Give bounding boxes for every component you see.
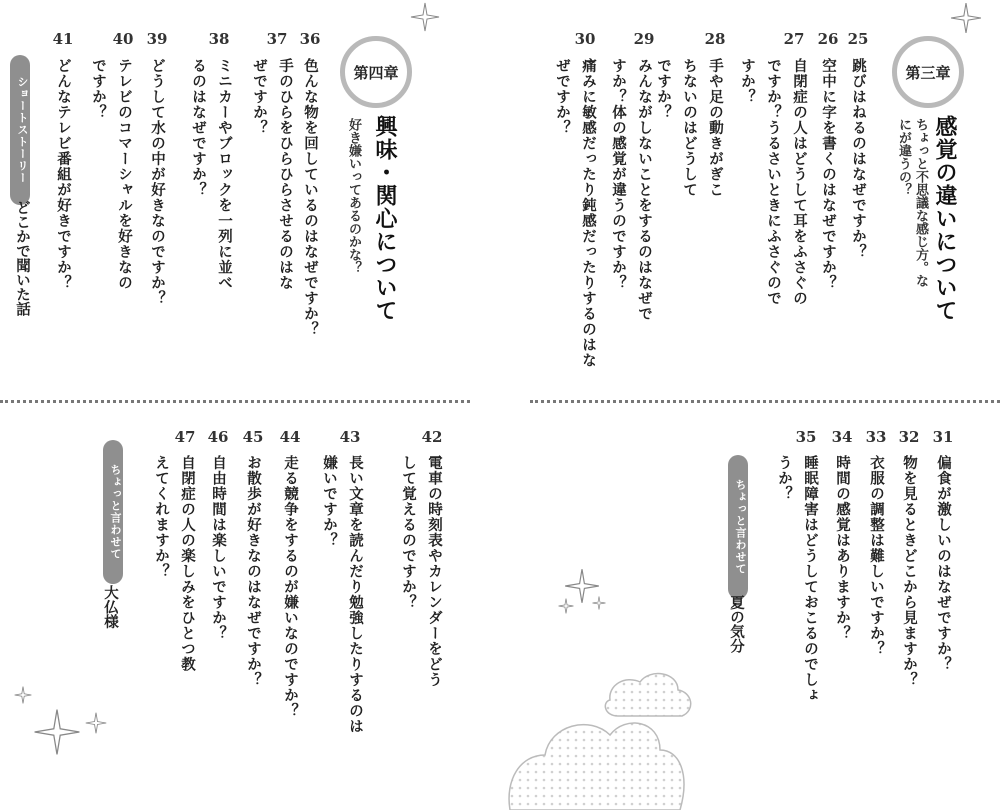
question-text: 跳びはねるのはなぜですか？ (850, 58, 866, 260)
question-text: 物を見るときどこから見ますか？ (901, 455, 917, 688)
sparkle-icon (33, 708, 81, 756)
question-text: みんながしないことをするのはなぜですか？体の感覚が違うのですか？ (610, 58, 652, 322)
question-number: 43 (339, 428, 361, 446)
question-number: 37 (266, 30, 288, 48)
question-number: 40 (112, 30, 134, 48)
question-text: どんなテレビ番組が好きですか？ (55, 58, 71, 291)
sparkle-icon (85, 712, 107, 734)
question-number: 29 (633, 30, 655, 48)
cloud-illustration (500, 640, 700, 810)
question-number: 33 (865, 428, 887, 446)
question-number: 28 (704, 30, 726, 48)
question-number: 31 (932, 428, 954, 446)
question-number: 38 (208, 30, 230, 48)
sparkle-icon (410, 2, 440, 32)
question-text: 自閉症の人の楽しみをひとつ教えてくれますか？ (153, 455, 195, 672)
section-divider (530, 400, 1000, 403)
question-number: 27 (783, 30, 805, 48)
right-page (500, 0, 1000, 810)
chapter-title: 興味・関心について (372, 115, 398, 322)
question-number: 42 (421, 428, 443, 446)
sparkle-icon (592, 596, 606, 610)
question-text: お散歩が好きなのはなぜですか？ (245, 455, 261, 688)
question-number: 39 (146, 30, 168, 48)
question-number: 46 (207, 428, 229, 446)
question-text: 痛みに敏感だったり鈍感だったりするのはなぜですか？ (554, 58, 596, 368)
chapter-subtitle: ちょっと不思議な感じ方。なにが違うの？ (896, 118, 928, 287)
question-number: 35 (795, 428, 817, 446)
question-text: 自由時間は楽しいですか？ (210, 455, 226, 641)
essay-label: ちょっと言わせて (728, 455, 748, 599)
essay-title: 大仏様 (102, 585, 118, 629)
question-text: 自閉症の人はどうして耳をふさぐのですか？うるさいときにふさぐのですか？ (739, 58, 807, 306)
question-number: 47 (174, 428, 196, 446)
question-number: 26 (817, 30, 839, 48)
question-text: 手のひらをひらひらさせるのはなぜですか？ (251, 58, 293, 291)
question-text: どうして水の中が好きなのですか？ (149, 58, 165, 306)
chapter-subtitle: 好き嫌いってあるのかな？ (346, 118, 361, 274)
question-number: 25 (847, 30, 869, 48)
question-text: テレビのコマーシャルを好きなのですか？ (90, 58, 132, 291)
essay-label: ちょっと言わせて (103, 440, 123, 584)
sparkle-icon (950, 2, 982, 34)
question-number: 34 (831, 428, 853, 446)
short-story-title: どこかで聞いた話 (14, 200, 30, 316)
question-text: ミニカーやブロックを一列に並べるのはなぜですか？ (190, 58, 232, 291)
question-text: 長い文章を読んだり勉強したりするのは嫌いですか？ (321, 455, 363, 734)
question-number: 44 (279, 428, 301, 446)
essay-title: 夏の気分 (728, 595, 744, 653)
question-text: 電車の時刻表やカレンダーをどうして覚えるのですか？ (400, 455, 442, 688)
question-number: 32 (898, 428, 920, 446)
question-text: 衣服の調整は難しいですか？ (868, 455, 884, 657)
sparkle-icon (558, 598, 574, 614)
sparkle-icon (14, 686, 32, 704)
question-text: 睡眠障害はどうしておこるのでしょうか？ (776, 455, 818, 703)
chapter-title: 感覚の違いについて (932, 115, 958, 322)
question-number: 36 (299, 30, 321, 48)
chapter-badge: 第三章 (892, 36, 964, 108)
chapter-badge: 第四章 (340, 36, 412, 108)
question-text: 手や足の動きがぎこちないのはどうしてですか？ (655, 58, 723, 198)
short-story-label: ショートストーリー (10, 55, 30, 205)
question-number: 30 (574, 30, 596, 48)
question-text: 偏食が激しいのはなぜですか？ (935, 455, 951, 672)
question-text: 時間の感覚はありますか？ (834, 455, 850, 641)
question-text: 色んな物を回しているのはなぜですか？ (302, 58, 318, 337)
question-number: 45 (242, 428, 264, 446)
section-divider (0, 400, 470, 403)
question-text: 空中に字を書くのはなぜですか？ (820, 58, 836, 291)
question-number: 41 (52, 30, 74, 48)
question-text: 走る競争をするのが嫌いなのですか？ (282, 455, 298, 719)
